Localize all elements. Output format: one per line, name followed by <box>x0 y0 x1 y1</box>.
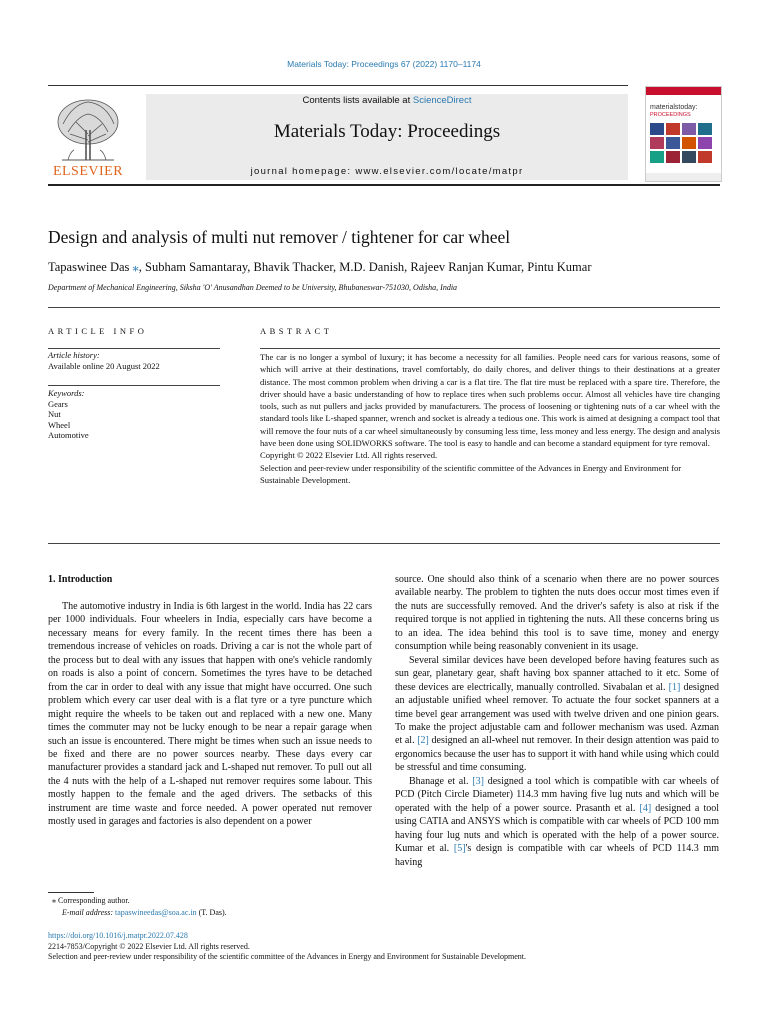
history-value: Available online 20 August 2022 <box>48 360 160 371</box>
article-history <box>48 350 160 371</box>
text-run: Bhanage et al. <box>409 775 473 787</box>
header-rule <box>48 85 628 86</box>
footer-peer-review: Selection and peer-review under responsibility of the scientific committee of the Advances in Energy and Environment for Sustainable Development. <box>48 952 526 961</box>
keywords-block <box>48 388 89 441</box>
contents-prefix: Contents lists available at <box>302 95 413 106</box>
page-footer <box>48 931 526 963</box>
abstract-peer-review: Selection and peer-review under responsibility of the scientific committee of the Advances in Energy and Environment for Sustainable Development. <box>260 462 682 485</box>
footnote-mark: ⁎ <box>52 896 56 905</box>
citation-link[interactable]: [4] <box>639 802 652 814</box>
body-paragraph: source. One should also think of a scenario when there are no power sources available nearby. The problem to tighten the nuts does occur most times even if the nuts are successfully removed. And the driver's safety is also at risk if the required torque is not applied in tightening the nuts. All these concerns bring us to an idea. The idea behind this tool is to save time, money and energy consumption while being reasonably convenient in its usage. <box>395 574 719 653</box>
journal-homepage <box>146 166 628 177</box>
right-column <box>395 573 719 869</box>
citation-link[interactable]: [3] <box>472 775 484 787</box>
footnote-corresponding <box>52 895 227 907</box>
issn-line: 2214-7853/Copyright © 2022 Elsevier Ltd. All rights reserved. <box>48 941 250 951</box>
abstract-copyright: Copyright © 2022 Elsevier Ltd. All rights reserved. <box>260 450 438 461</box>
email-suffix: (T. Das). <box>196 907 227 917</box>
footnote-email <box>52 907 227 919</box>
affiliation: Department of Mechanical Engineering, Siksha 'O' Anusandhan Deemed to be University, Bhubaneswar-751030, Odisha, India <box>48 283 458 292</box>
elsevier-wordmark: ELSEVIER <box>52 164 124 179</box>
sciencedirect-link[interactable]: ScienceDirect <box>412 95 472 106</box>
abstract-heading: ABSTRACT <box>260 326 333 336</box>
text-run: designed a tool which is compatible with car wheels of PCD (Pitch Circle Diameter) 114.3 mm having five lug nuts and which will be operated with the help of a power source. Prasanth et al. <box>395 775 719 814</box>
history-label: Article history: <box>48 350 100 360</box>
paper-title: Design and analysis of multi nut remover / tightener for car wheel <box>48 227 511 247</box>
contents-line <box>146 95 628 106</box>
citation-link[interactable]: [1] <box>668 681 681 693</box>
citation-link[interactable]: [5] <box>453 843 466 855</box>
cover-title-line2: PROCEEDINGS <box>650 112 691 118</box>
homepage-url[interactable]: www.elsevier.com/locate/matpr <box>355 166 524 177</box>
journal-cover[interactable] <box>645 86 722 182</box>
doi-link[interactable]: https://doi.org/10.1016/j.matpr.2022.07.428 <box>48 931 188 940</box>
email-link[interactable]: tapaswineedas@soa.ac.in <box>115 907 197 917</box>
header-rule-thick <box>48 184 720 186</box>
text-run: designed an all-wheel nut remover. In their design attention was paid to ergonomics because the user has to support it with hand while using which could be stressful and time consuming. <box>395 735 719 774</box>
footnote-text: Corresponding author. <box>56 896 130 905</box>
body-paragraph <box>395 654 719 775</box>
citation-link[interactable]: [2] <box>417 735 429 747</box>
keyword: Wheel <box>48 419 71 430</box>
journal-reference[interactable]: Materials Today: Proceedings 67 (2022) 1170–1174 <box>287 59 481 69</box>
text-run: 's design is compatible with car wheels of PCD 114.3 mm having <box>395 843 720 868</box>
cover-art <box>646 87 721 181</box>
abstract-paragraph: The car is no longer a symbol of luxury; it has become a necessity for all families. People need cars for various reasons, some of which will arrive at their destinations, travel comfortably, do daily chores, and deliver things to their destinations at a greater distance. The most common problem when driving a car is a flat tire. The flat tire must be replaced with a spare tire. Therefore, the driver should have a basic understanding of how to replace tires when such problems occur. Almost all vehicles have tire changing tools, such as nut pullers and jacks provided by manufacturers. The process of loosening or tightening nuts of a car wheel with the standard tools like L-shaped spanner, wrench and socket is already a tedious one. This work is aimed at designing a compact tool that will remove the four nuts of a car wheel simultaneously by consuming less time, less money and less energy. The design and analysis have been done using SOLIDWORKS software. The tool is easy to handle and can become a standard equipment for tyre removal. <box>260 352 720 449</box>
section-rule <box>48 543 720 544</box>
first-author[interactable]: Tapaswinee Das <box>48 260 130 274</box>
left-column <box>48 600 372 829</box>
article-info-heading: ARTICLE INFO <box>48 326 148 336</box>
other-authors: , Subham Samantaray, Bhavik Thacker, M.D. Danish, Rajeev Ranjan Kumar, Pintu Kumar <box>138 260 592 274</box>
introduction-heading: 1. Introduction <box>48 574 113 585</box>
abstract-rule <box>260 348 720 349</box>
body-paragraph: The automotive industry in India is 6th largest in the world. India has 22 cars per 1000 individuals. Four wheelers in India, especially cars have become a necessary means for every family. In the recent times there has been a tremendous increase of vehicles on roads. Driving a car is not the whole part of the process but to deal with any issues that happen with one's vehicle randomly on roads is also a point of concern. Sometimes the tyres have to be detached from the car in order to deal with any issue that might have occurred. One such problem which every car user deal with is a flat tyre or a tyre puncture which might require the wheels to be taken out and replaced with a new one. Many times the commuter may not be lucky enough to be near a repair garage when such an issue is encountered. There might be times when such an issue needs to be fixed and there are no power sources nearby. These days every car manufacturer provides a standard jack and L-shaped nut remover. To pull out all the 4 nuts with the help of a L-shaped nut remover requires some labour. This mostly happen to the female and the aged drivers. The setbacks of this instrument are time waste and force needed. A power operated nut remover mostly used in garages and factories is also dependent on a power <box>48 601 372 828</box>
author-list <box>48 259 592 275</box>
cover-title-line1: materialstoday: <box>650 104 698 111</box>
journal-name: Materials Today: Proceedings <box>273 121 501 142</box>
text-run: designed an adjustable unified wheel remover. To actuate the four socket spanners at a time bevel gear arrangement was used with twelve driven and one pinion gears. To make the project adjustable cam and follower mechanism was used. Azman et al. <box>395 681 720 747</box>
section-rule <box>48 307 720 308</box>
abstract-body <box>260 351 720 486</box>
homepage-prefix: journal homepage: <box>250 166 356 177</box>
text-run: Several similar devices have been developed before having features such as sun gear, planetary gear, shaft having box spanner attached to it etc. Some of these devices are electrically, manually controlled. Sivabalan et al. <box>395 654 719 693</box>
email-label: E-mail address: <box>62 907 116 917</box>
article-info-rule <box>48 348 220 349</box>
keyword: Nut <box>48 409 61 419</box>
footnote-rule <box>48 892 94 893</box>
body-paragraph <box>395 775 719 869</box>
keyword: Automotive <box>48 430 89 440</box>
footnotes <box>52 895 227 918</box>
text-run: designed a tool using CATIA and ANSYS which is compatible with car wheels of PCD 100 mm having four lug nuts and which is operated with the help of a power source. Kumar et al. <box>395 802 719 855</box>
article-info-rule <box>48 385 220 386</box>
keywords-label: Keywords: <box>48 388 85 398</box>
corresponding-author-mark[interactable]: ⁎ <box>132 260 139 274</box>
keyword: Gears <box>48 398 68 409</box>
